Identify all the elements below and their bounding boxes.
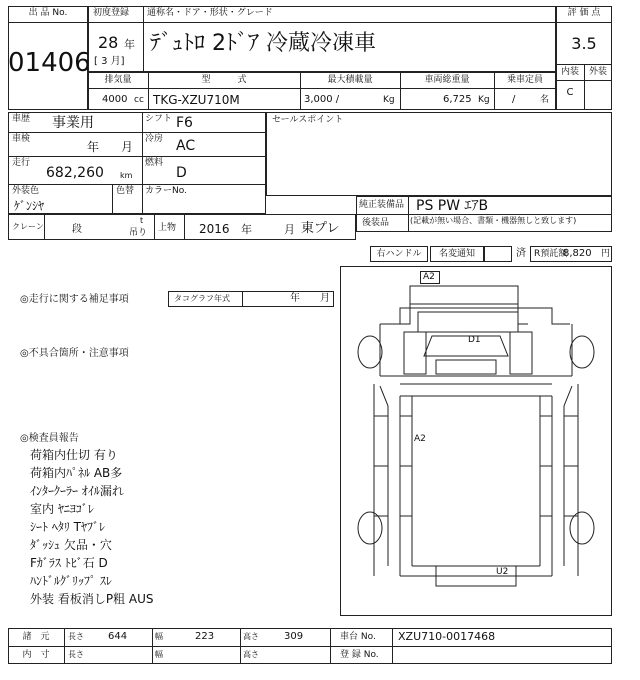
gross-weight-unit: Kg xyxy=(478,95,490,105)
upper-year-unit: 年 xyxy=(241,223,252,236)
gross-weight-label: 車両総重量 xyxy=(424,75,470,85)
crane-hang: 吊り xyxy=(129,228,148,238)
inspector-item: ｼｰﾄ ﾍﾀﾘ Tﾔﾌﾞﾚ xyxy=(30,520,105,534)
mark-a2-side: A2 xyxy=(414,434,426,444)
history-value: 事業用 xyxy=(52,115,94,131)
upper-year: 2016 xyxy=(199,222,230,236)
recycle-symbol: 済 xyxy=(516,248,526,259)
inspection-month: 月 xyxy=(121,140,134,154)
fuel-value: D xyxy=(176,165,187,181)
aircon-value: AC xyxy=(176,138,196,154)
aftermarket-note: (記載が無い場合、書類・機器無しと致します) xyxy=(410,216,577,225)
inspector-item: ﾀﾞｯｼｭ 欠品・穴 xyxy=(30,538,112,552)
mark-a2-top: A2 xyxy=(423,272,435,282)
fuel-label: 燃料 xyxy=(145,158,164,168)
max-load-unit: Kg xyxy=(383,95,395,105)
reg-label: 登 録 No. xyxy=(340,650,379,660)
max-load-label: 最大積載量 xyxy=(327,75,373,85)
inspector-item: 荷箱内ﾊﾟﾈﾙ AB多 xyxy=(30,466,123,480)
first-reg-label: 初度登録 xyxy=(93,8,130,18)
crane-step: 段 xyxy=(72,224,82,235)
history-label: 車歴 xyxy=(12,114,31,124)
height-label: 高さ xyxy=(243,632,259,641)
width-label: 幅 xyxy=(155,632,163,641)
aircon-label: 冷房 xyxy=(145,134,164,144)
inspector-item: ｲﾝﾀｰｸｰﾗｰ ｵｲﾙ漏れ xyxy=(30,484,124,498)
inner-width-label: 幅 xyxy=(155,650,163,659)
sales-point-label: セールスポイント xyxy=(272,115,344,125)
vehicle-name: ﾃﾞｭﾄﾛ 2ﾄﾞｱ 冷蔵冷凍車 xyxy=(150,31,376,56)
mark-u2: U2 xyxy=(496,567,509,577)
recycle-label: R預託額 xyxy=(534,249,568,259)
color-no-label: 色替 xyxy=(116,186,135,196)
gross-weight-value: 6,725 xyxy=(443,94,472,105)
mileage-label: 走行 xyxy=(12,158,31,168)
inspection-label: 車検 xyxy=(12,134,31,144)
lot-number: 01406 xyxy=(8,48,91,78)
month-text: [ 3 月] xyxy=(94,56,125,67)
inspector-item: 室内 ﾔﾆﾖｺﾞﾚ xyxy=(30,502,94,516)
length-value: 644 xyxy=(108,631,128,642)
tachograph-month: 月 xyxy=(320,293,330,304)
inspector-item: 荷箱内仕切 有り xyxy=(30,448,118,462)
height-value: 309 xyxy=(284,631,304,642)
upper-month-unit: 月 xyxy=(284,223,295,236)
ext-color-label: 外装色 xyxy=(12,186,40,196)
ext-color-value: ｹﾞﾝｼﾔ xyxy=(14,199,45,213)
chassis-value: XZU710-0017468 xyxy=(398,630,496,643)
steering-value: 右ハンドル xyxy=(376,249,422,259)
grade-label: 評 価 点 xyxy=(567,8,601,18)
model-label: 型 式 xyxy=(201,75,247,85)
shift-label: シフト xyxy=(145,114,173,124)
color-code-label: カラーNo. xyxy=(145,186,187,196)
tachograph-year: 年 xyxy=(290,293,300,304)
inspector-item: ﾊﾝﾄﾞﾙｸﾞﾘｯﾌﾟ ｽﾚ xyxy=(30,574,112,588)
max-load-value: 3,000 / xyxy=(304,94,340,105)
displacement-value: 4000 xyxy=(102,94,128,105)
year-number: 28 xyxy=(98,33,119,52)
inspector-item: Fｶﾞﾗｽ ﾄﾋﾞ石 D xyxy=(30,556,108,570)
aftermarket-label: 後装品 xyxy=(362,218,390,228)
shift-value: F6 xyxy=(176,115,193,131)
model-value: TKG-XZU710M xyxy=(153,93,240,107)
displacement-label: 排気量 xyxy=(104,75,132,85)
name-label: 通称名・ドア・形状・グレード xyxy=(147,8,273,18)
name-change-value-box xyxy=(484,246,512,262)
exterior-label: 外装 xyxy=(588,67,607,77)
crane-ton: t xyxy=(140,216,144,225)
inspector-item: 外装 看板消しP粗 AUS xyxy=(30,592,154,606)
upper-maker: 東プレ xyxy=(301,221,340,236)
crane-label: クレーン xyxy=(12,222,44,231)
defects-label: ◎不具合箇所・注意事項 xyxy=(20,348,129,359)
inspection-year: 年 xyxy=(87,140,100,154)
tachograph-label: タコグラフ年式 xyxy=(174,294,230,303)
length-label: 長さ xyxy=(68,632,84,641)
inner-label: 内 寸 xyxy=(22,650,50,660)
mileage-value: 682,260 xyxy=(46,165,104,181)
interior-label: 内装 xyxy=(560,67,579,77)
capacity-unit: 名 xyxy=(540,95,550,105)
inner-length-label: 長さ xyxy=(68,650,84,659)
mark-d1: D1 xyxy=(468,335,481,345)
dims-label: 諸 元 xyxy=(22,632,50,642)
chassis-label: 車台 No. xyxy=(340,632,376,642)
details-box xyxy=(8,112,266,214)
displacement-unit: cc xyxy=(134,95,144,105)
interior-grade: C xyxy=(566,87,574,98)
mileage-unit: km xyxy=(120,171,133,180)
recycle-unit: 円 xyxy=(601,249,611,259)
equipment-label: 純正装備品 xyxy=(359,200,405,210)
inner-height-label: 高さ xyxy=(243,650,259,659)
capacity-value: / xyxy=(512,94,516,105)
lot-label: 出 品 No. xyxy=(28,8,68,18)
width-value: 223 xyxy=(195,631,215,642)
truck-diagram xyxy=(340,266,612,616)
grade-value: 3.5 xyxy=(571,34,597,53)
year-unit: 年 xyxy=(124,38,135,51)
driving-notes-label: ◎走行に関する補足事項 xyxy=(20,294,129,305)
capacity-label: 乗車定員 xyxy=(506,75,543,85)
name-change-label: 名変通知 xyxy=(438,249,475,259)
inspector-label: ◎検査員報告 xyxy=(20,433,79,444)
upper-label: 上物 xyxy=(158,223,177,233)
equipment-value: PS PW ｴｱB xyxy=(416,198,489,214)
recycle-value: 8,820 xyxy=(563,248,592,259)
